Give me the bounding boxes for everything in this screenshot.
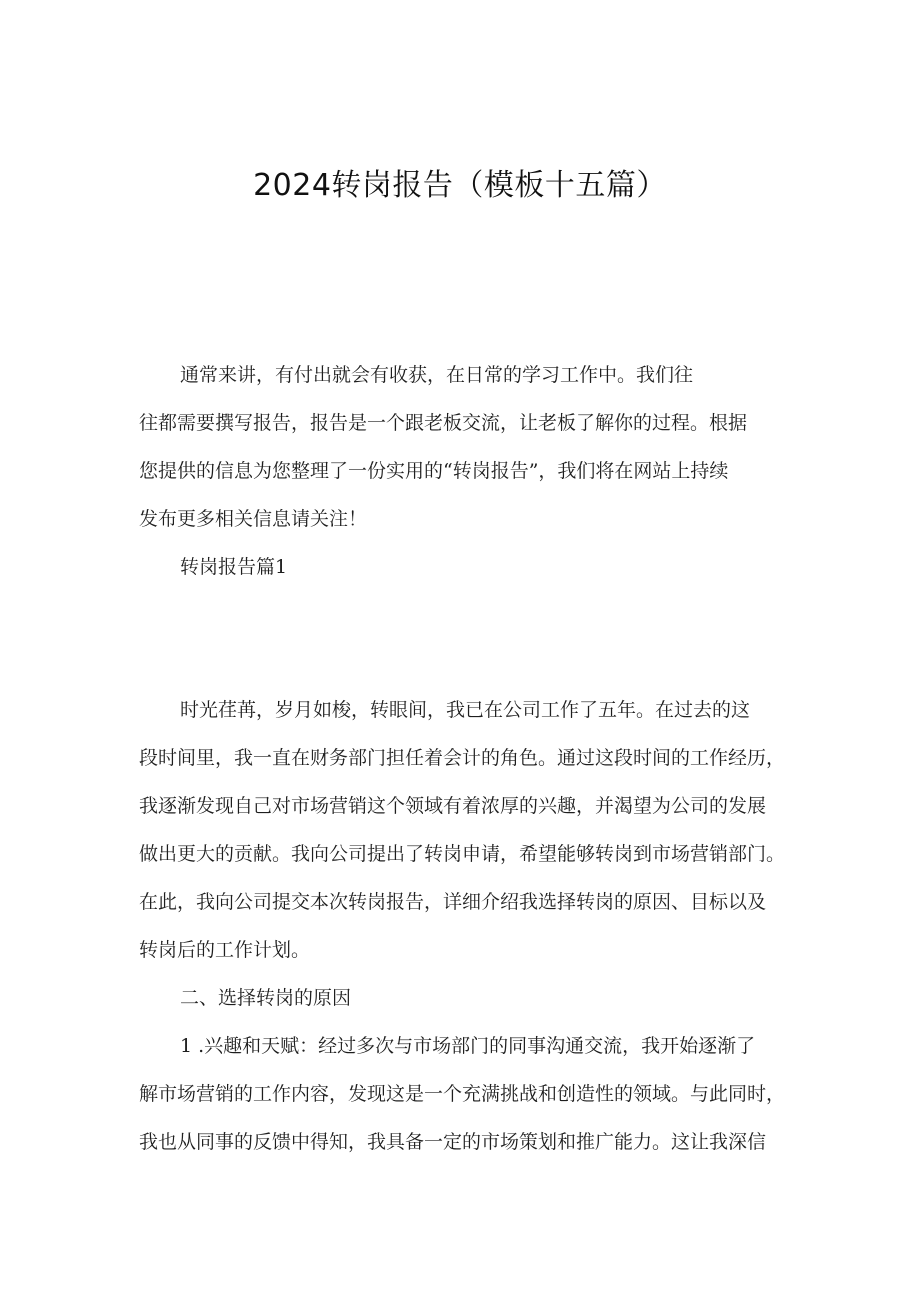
paragraph1-line-2: 段时间里，我一直在财务部门担任着会计的角色。通过这段时间的工作经历， [139,747,786,769]
section-title: 转岗报告篇1 [180,556,288,578]
intro-line-2: 往都需要撰写报告，报告是一个跟老板交流，让老板了解你的过程。根据 [139,412,748,434]
intro-line-1: 通常来讲，有付出就会有收获，在日常的学习工作中。我们往 [180,364,694,386]
paragraph1-line-3: 我逐渐发现自己对市场营销这个领域有着浓厚的兴趣，并渴望为公司的发展 [139,795,767,817]
intro-line-4: 发布更多相关信息请关注！ [139,508,368,530]
paragraph2-line-1: 1 .兴趣和天赋：经过多次与市场部门的同事沟通交流，我开始逐渐了 [180,1035,756,1057]
paragraph1-line-4: 做出更大的贡献。我向公司提出了转岗申请，希望能够转岗到市场营销部门。 [139,843,786,865]
paragraph2-line-3: 我也从同事的反馈中得知，我具备一定的市场策划和推广能力。这让我深信 [139,1131,767,1153]
document-title: 2024转岗报告（模板十五篇） [253,168,667,203]
paragraph1-line-5: 在此，我向公司提交本次转岗报告，详细介绍我选择转岗的原因、目标以及 [139,891,767,913]
subheading: 二、选择转岗的原因 [180,987,352,1009]
paragraph2-line-2: 解市场营销的工作内容，发现这是一个充满挑战和创造性的领域。与此同时， [139,1083,786,1105]
paragraph1-line-6: 转岗后的工作计划。 [139,939,311,961]
paragraph1-line-1: 时光荏苒，岁月如梭，转眼间，我已在公司工作了五年。在过去的这 [180,699,751,721]
intro-line-3: 您提供的信息为您整理了一份实用的“转岗报告”，我们将在网站上持续 [139,460,729,482]
